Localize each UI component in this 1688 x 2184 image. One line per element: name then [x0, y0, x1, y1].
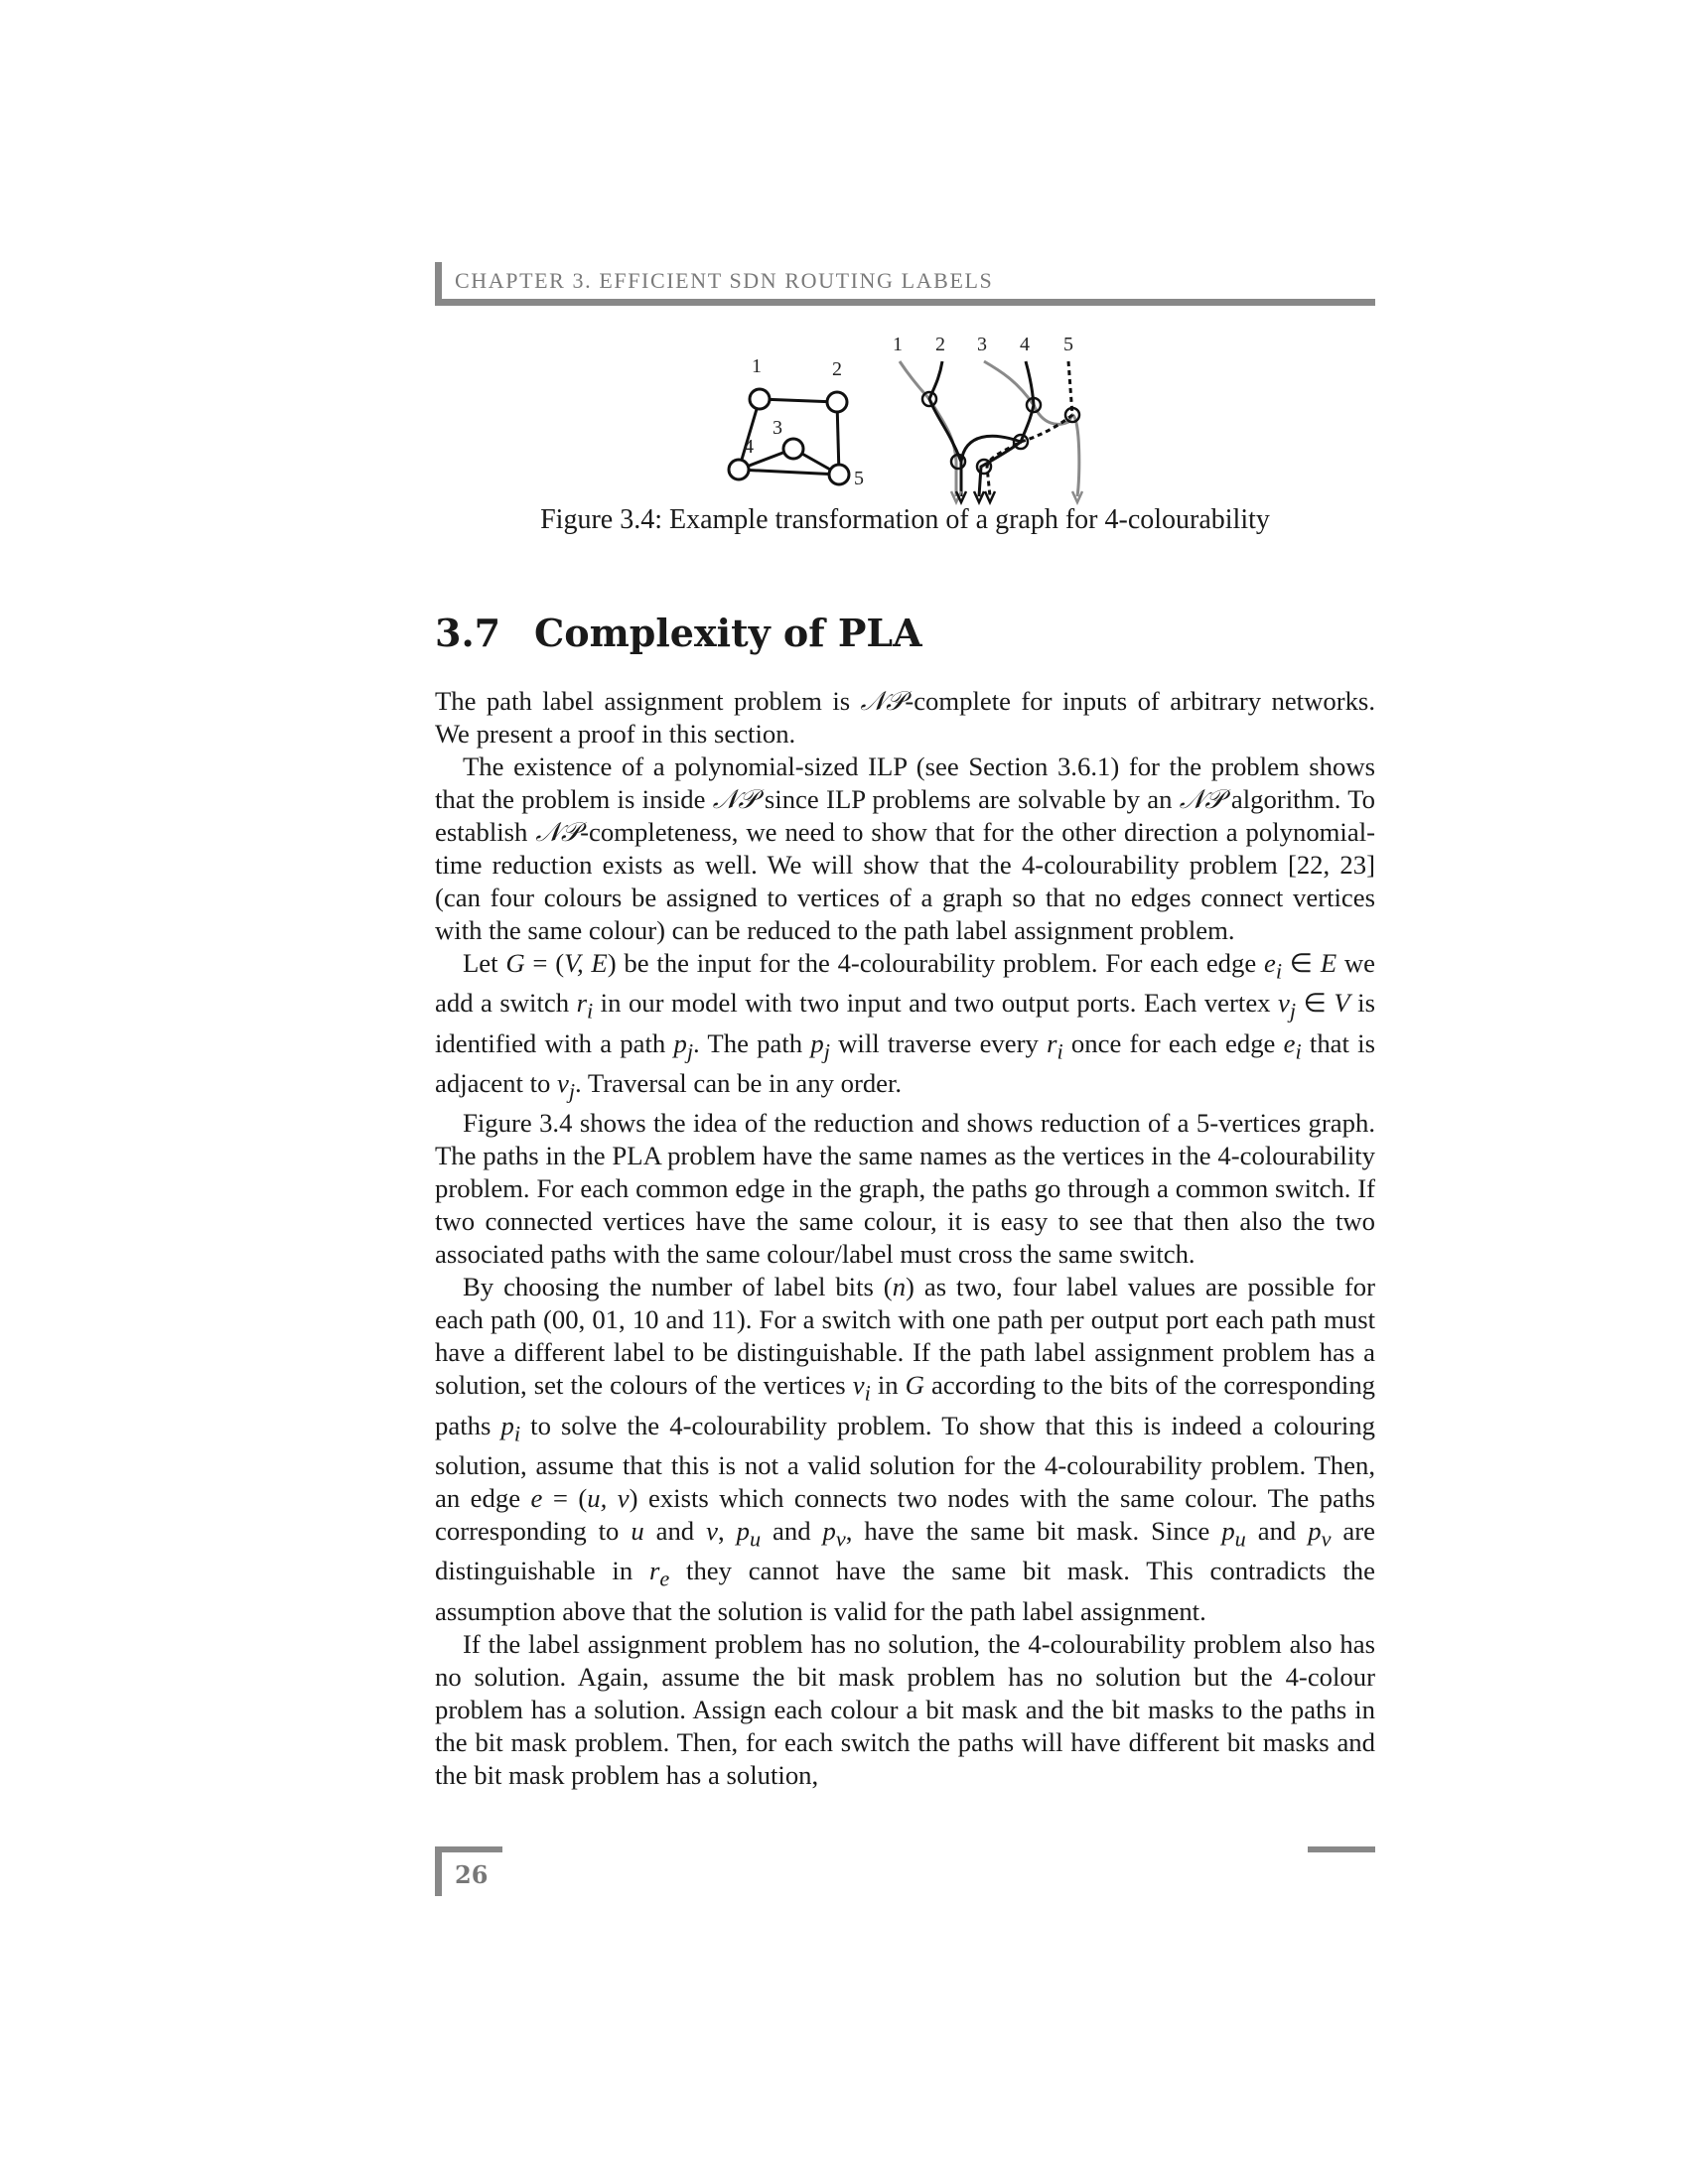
figure-3-4 [715, 328, 1132, 511]
graph-vertex [750, 389, 770, 409]
graph-vertex [827, 392, 847, 412]
section-title: Complexity of PLA [534, 611, 922, 655]
paragraph: The path label assignment problem is 𝒩𝒫-complete for inputs of arbitrary networks. We present a proof in this section. [435, 686, 1375, 749]
body-text [435, 685, 1375, 1792]
section-heading [435, 611, 922, 655]
graph-vertex [729, 460, 749, 479]
path-label: 1 [893, 334, 903, 355]
path-diagram [893, 334, 1082, 502]
graph-vertex [829, 465, 849, 484]
vertex-label: 1 [752, 355, 762, 377]
graph-vertex [783, 439, 803, 459]
paragraph: If the label assignment problem has no solution, the 4-colourability problem also has no solution. Again, assume the bit mask problem has no solution but the 4-colour problem has a solution. Assign each colour a bit mask and the bit masks to the paths in the bit mask problem. Then, for each switch the paths will have different bit masks and the bit mask problem has a solution, [435, 1628, 1375, 1790]
vertex-label: 2 [832, 358, 842, 380]
paragraph: The existence of a polynomial-sized ILP (see Section 3.6.1) for the problem shows that the problem is inside 𝒩𝒫 since ILP problems are solvable by an 𝒩𝒫 algorithm. To establish 𝒩𝒫-completeness, we need to show that for the other direction a polynomial-time reduction exists as well. We will show that the 4-colourability problem [22, 23] (can four colours be assigned to vertices of a graph so that no edges connect vertices with the same colour) can be reduced to the path label assignment problem. [435, 751, 1375, 945]
vertex-label: 3 [773, 417, 782, 439]
footer-rule-right [1308, 1846, 1375, 1852]
path-label: 4 [1020, 334, 1030, 355]
paragraph: Figure 3.4 shows the idea of the reduction and shows reduction of a 5-vertices graph. The paths in the PLA problem have the same names as the vertices in the 4-colourability problem. For each common edge in the graph, the paths go through a common switch. If two connected vertices have the same colour, it is easy to see that then also the two associated paths with the same colour/label must cross the same switch. [435, 1108, 1375, 1270]
footer-rule-left [435, 1846, 502, 1852]
section-number: 3.7 [435, 611, 501, 655]
path-label: 5 [1063, 334, 1073, 355]
footer-rule-vertical [435, 1846, 442, 1896]
paragraph: Let G = (V, E) be the input for the 4-colourability problem. For each edge $e_i$ ∈ E we add a switch $r_i$ in our model with two input and two output ports. Each vertex $v_j$ ∈ V is identified with a path $p_j$. The path $p_j$ will traverse every $r_i$ once for each edge $e_i$ that is adjacent to $v_j$. Traversal can be in any order. [435, 948, 1376, 1104]
vertex-label: 5 [854, 468, 864, 489]
path-label: 2 [935, 334, 945, 355]
vertex-label: 4 [744, 436, 754, 458]
page-number: 26 [455, 1860, 489, 1889]
paragraph: By choosing the number of label bits (n) as two, four label values are possible for each path (00, 01, 10 and 11). For a switch with one path per output port each path must have a different label to be distinguishable. If the path label assignment problem has a solution, set the colours of the vertices $v_i$ in G according to the bits of the corresponding paths $p_i$ to solve the 4-colourability problem. To show that this is indeed a colouring solution, assume that this is not a valid solution for the 4-colourability problem. Then, an edge e = (u, v) exists which connects two nodes with the same colour. The paths corresponding to u and v, $p_u$ and $p_v$, have the same bit mask. Since $p_u$ and $p_v$ are distinguishable in $r_e$ they cannot have the same bit mask. This contradicts the assumption above that the solution is valid for the path label assignment. [435, 1272, 1376, 1626]
path-label: 3 [977, 334, 987, 355]
figure-caption: Figure 3.4: Example transformation of a graph for 4-colourability [540, 504, 1270, 535]
graph-diagram [729, 355, 864, 489]
running-head: CHAPTER 3. EFFICIENT SDN ROUTING LABELS [455, 268, 994, 293]
header-rule-horizontal [435, 299, 1375, 306]
